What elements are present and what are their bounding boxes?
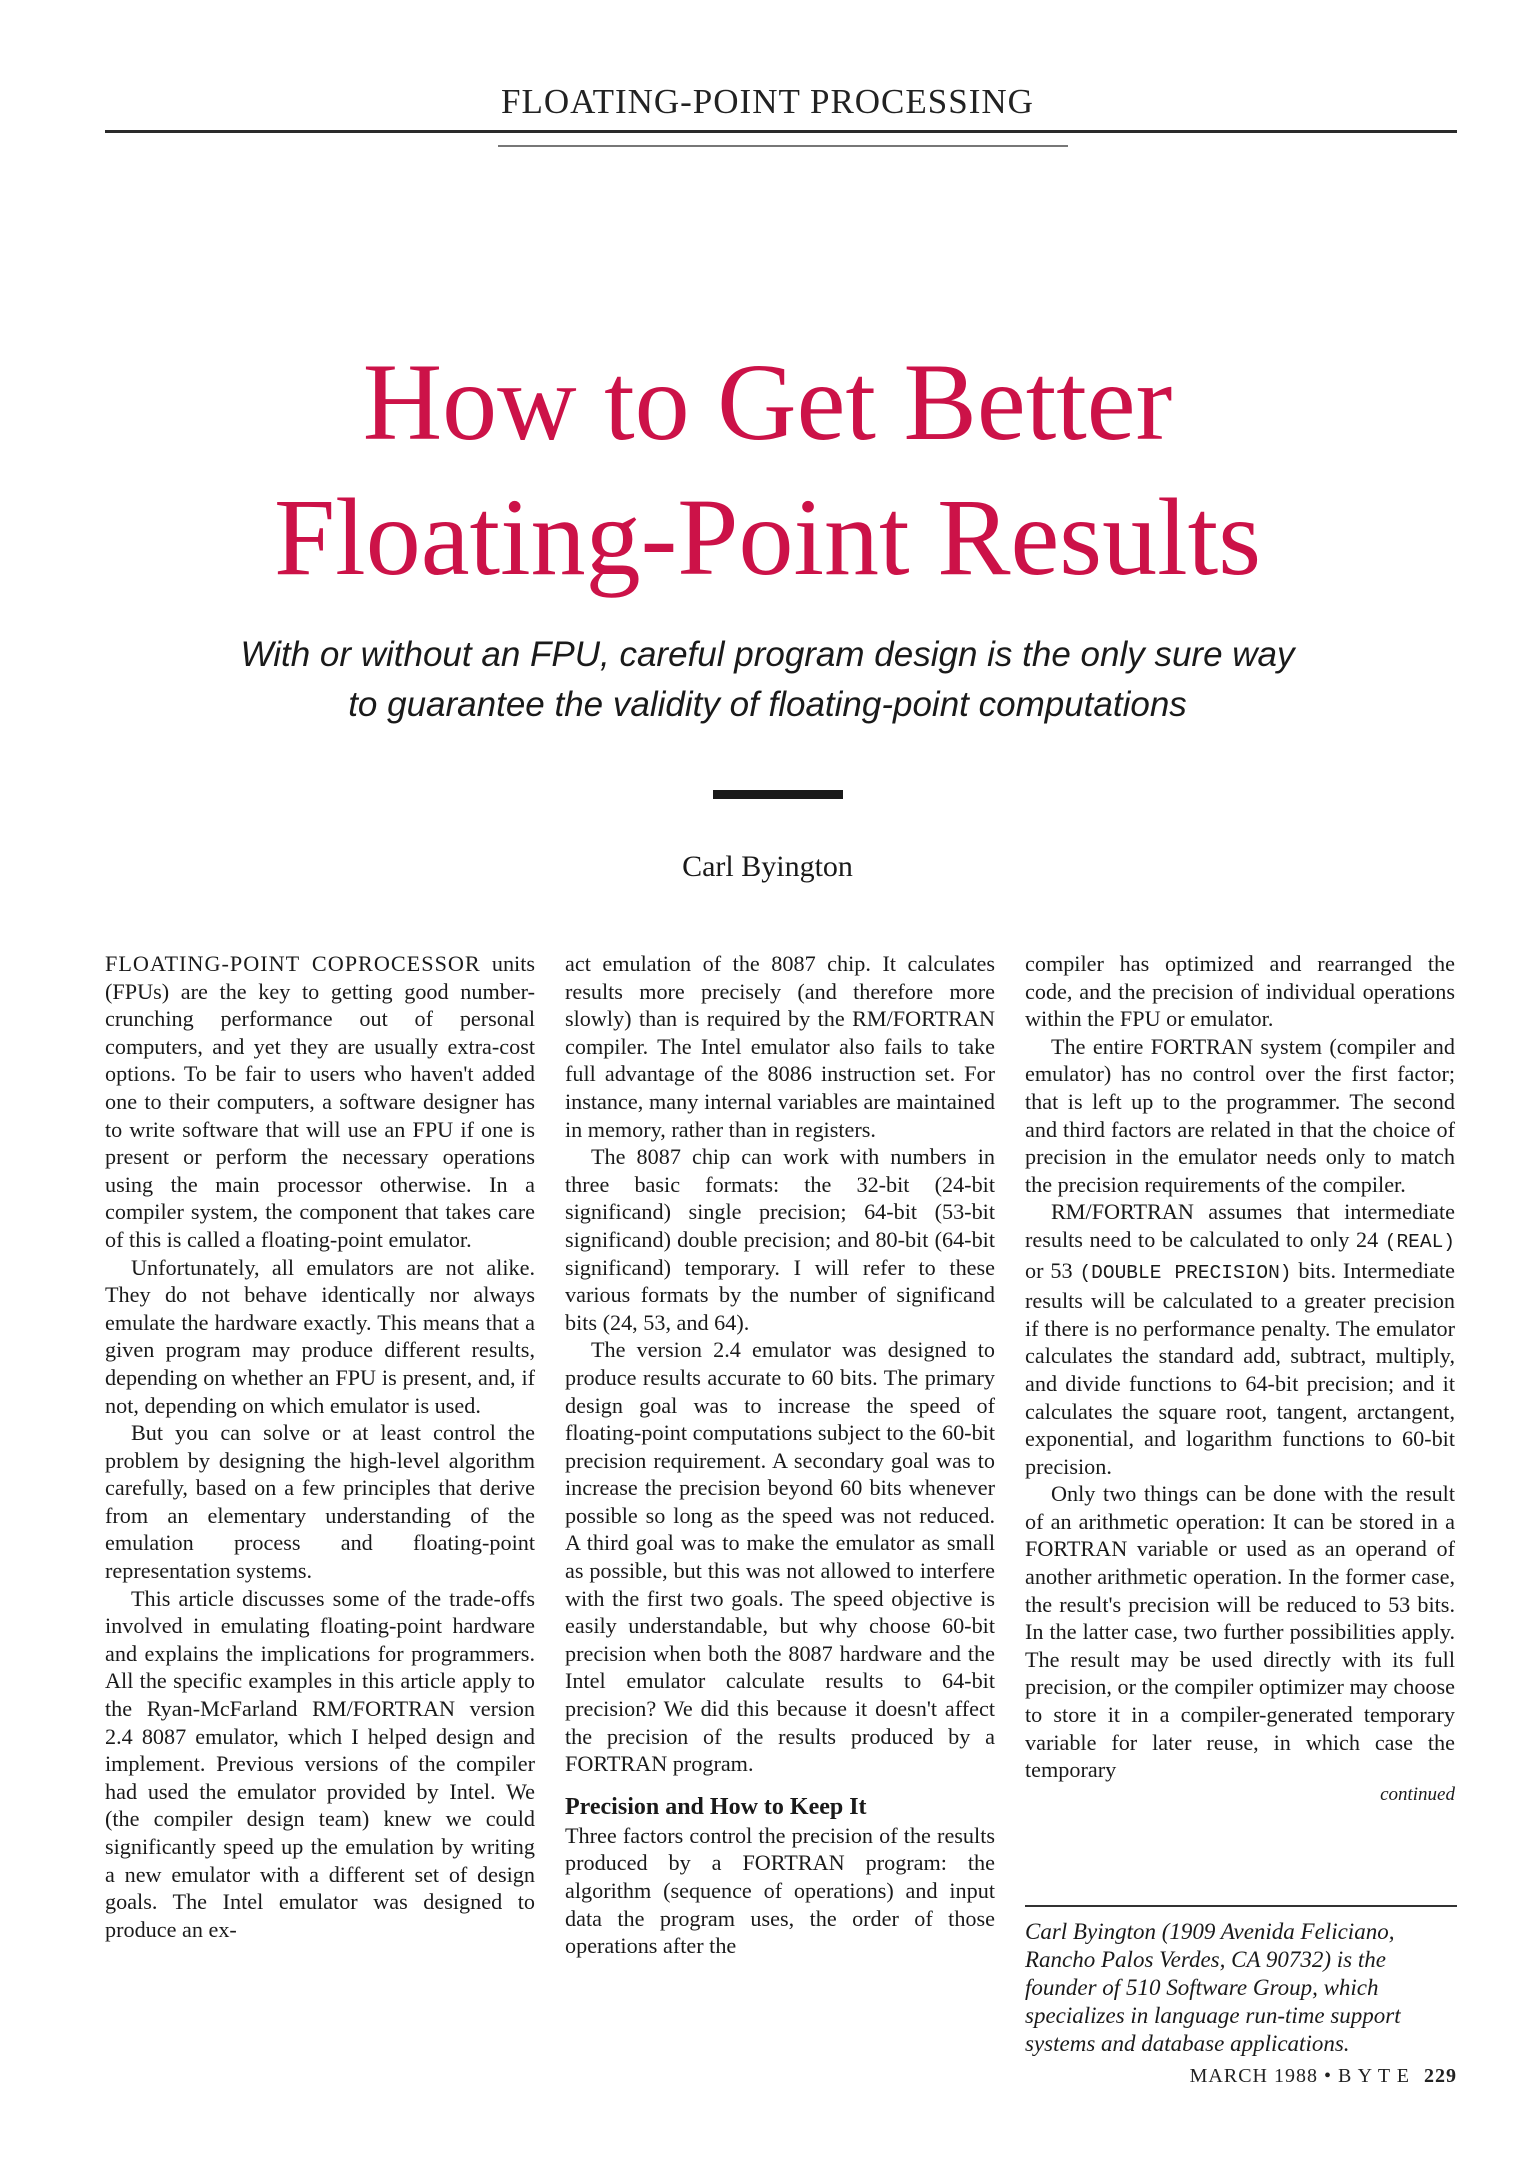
page-footer bbox=[1190, 2065, 1457, 2088]
article-title bbox=[0, 335, 1535, 605]
header-subrule bbox=[498, 145, 1068, 147]
paragraph: The version 2.4 emulator was designed to produce results accurate to 60 bits. The primary design goal was to increase the speed of floating-point computations subject to the 60-bit precision requirement. A secondary goal was to increase the precision beyond 60 bits whenever possible so long as the speed was not reduced. A third goal was to make the emulator as small as possible, but this was not allowed to interfere with the first two goals. The speed objective is easily understandable, but why choose 60-bit precision when both the 8087 hardware and the Intel emulator calculate results to 64-bit precision? We did this because it doesn't affect the precision of the results produced by a FORTRAN program. bbox=[565, 1337, 995, 1777]
column-3 bbox=[1025, 950, 1455, 1806]
code-real: (REAL) bbox=[1384, 1230, 1455, 1253]
paragraph: This article discusses some of the trade-offs involved in emulating floating-point hardware and explains the implications for programmers. All the specific examples in this article apply to the Ryan-McFarland RM/FORTRAN version 2.4 8087 emulator, which I helped design and implement. Previous versions of the compiler had used the emulator provided by Intel. We (the compiler design team) knew we could significantly speed up the emulation by writing a new emulator with a different set of design goals. The Intel emulator was designed to produce an ex- bbox=[105, 1585, 535, 1942]
author-bio: Carl Byington (1909 Avenida Feliciano, Rancho Palos Verdes, CA 90732) is the founder of 510 Software Group, which specializes in language run-time support systems and database applications. bbox=[1025, 1919, 1401, 2056]
article-deck bbox=[0, 630, 1535, 730]
continued-label: continued bbox=[1380, 1783, 1455, 1805]
deck-line-1: With or without an FPU, careful program design is the only sure way bbox=[240, 635, 1295, 674]
paragraph-text: units (FPUs) are the key to getting good number-crunching performance out of personal computers, and yet they are usually extra-cost options. To be fair to users who haven't added one to their computers, a software designer has to write software that will use an FPU if one is present or perform the necessary operations using the main processor otherwise. In a compiler system, the component that takes care of this is called a floating-point emulator. bbox=[105, 951, 535, 1252]
section-subhead: Precision and How to Keep It bbox=[565, 1793, 867, 1820]
paragraph bbox=[105, 950, 535, 1254]
deck-line-2: to guarantee the validity of floating-point computations bbox=[348, 685, 1187, 724]
lead-in: FLOATING-POINT COPROCESSOR bbox=[105, 951, 481, 976]
paragraph: But you can solve or at least control the problem by designing the high-level algorithm carefully, based on a few principles that derive from an elementary understanding of the emulation process and floating-point representation systems. bbox=[105, 1420, 535, 1584]
paragraph-text: or 53 bbox=[1025, 1257, 1080, 1283]
bio-rule bbox=[1025, 1905, 1457, 1907]
title-line-1: How to Get Better bbox=[362, 341, 1173, 463]
section-header: FLOATING-POINT PROCESSING bbox=[501, 82, 1034, 121]
column-1 bbox=[105, 950, 535, 1943]
issue-info: MARCH 1988 • B Y T E bbox=[1189, 2065, 1410, 2087]
title-line-2: Floating-Point Results bbox=[273, 476, 1262, 598]
paragraph: act emulation of the 8087 chip. It calculates results more precisely (and therefore more slowly) than is required by the RM/FORTRAN compiler. The Intel emulator also fails to take full advantage of the 8086 instruction set. For instance, many internal variables are maintained in memory, rather than in registers. bbox=[565, 951, 995, 1142]
paragraph: compiler has optimized and rearranged the code, and the precision of individual operations within the FPU or emulator. bbox=[1025, 951, 1455, 1032]
paragraph: The 8087 chip can work with numbers in three basic formats: the 32-bit (24-bit significand) single precision; 64-bit (53-bit significand) double precision; and 80-bit (64-bit significand) temporary. I will refer to these various formats by the number of significand bits (24, 53, and 64). bbox=[565, 1144, 995, 1335]
paragraph-text: bits. Intermediate results will be calculated to a greater precision if there is no performance penalty. The emulator calculates the standard add, subtract, multiply, and divide functions to 64-bit precision; and it calculates the square root, tangent, arctangent, exponential, and logarithm functions to 60-bit precision. bbox=[1025, 1257, 1456, 1479]
page-number: 229 bbox=[1424, 2065, 1457, 2087]
paragraph: Three factors control the precision of the results produced by a FORTRAN program: the algorithm (sequence of operations) and input data the program uses, the order of those operations after the bbox=[565, 1822, 995, 1959]
column-2 bbox=[565, 950, 995, 1960]
header-rule bbox=[105, 130, 1457, 133]
author-byline: Carl Byington bbox=[682, 850, 853, 883]
paragraph: Unfortunately, all emulators are not alike. They do not behave identically nor always emulate the hardware exactly. This means that a given program may produce different results, depending on whether an FPU is present, and, if not, depending on which emulator is used. bbox=[105, 1254, 535, 1418]
title-divider bbox=[713, 790, 843, 799]
paragraph: The entire FORTRAN system (compiler and emulator) has no control over the first factor; that is left up to the programmer. The second and third factors are related in that the choice of precision in the emulator needs only to match the precision requirements of the compiler. bbox=[1025, 1033, 1455, 1197]
paragraph bbox=[1025, 1198, 1455, 1480]
paragraph: Only two things can be done with the result of an arithmetic operation: It can be stored in a FORTRAN variable or used as an operand of another arithmetic operation. In the former case, the result's precision will be reduced to 53 bits. In the latter case, two further possibilities apply. The result may be used directly with its full precision, or the compiler optimizer may choose to store it in a compiler-generated temporary variable for later reuse, in which case the temporary bbox=[1025, 1481, 1455, 1783]
paragraph-text: RM/FORTRAN assumes that intermediate results need to be calculated to only 24 bbox=[1025, 1199, 1455, 1252]
code-double-precision: (DOUBLE PRECISION) bbox=[1079, 1261, 1292, 1284]
